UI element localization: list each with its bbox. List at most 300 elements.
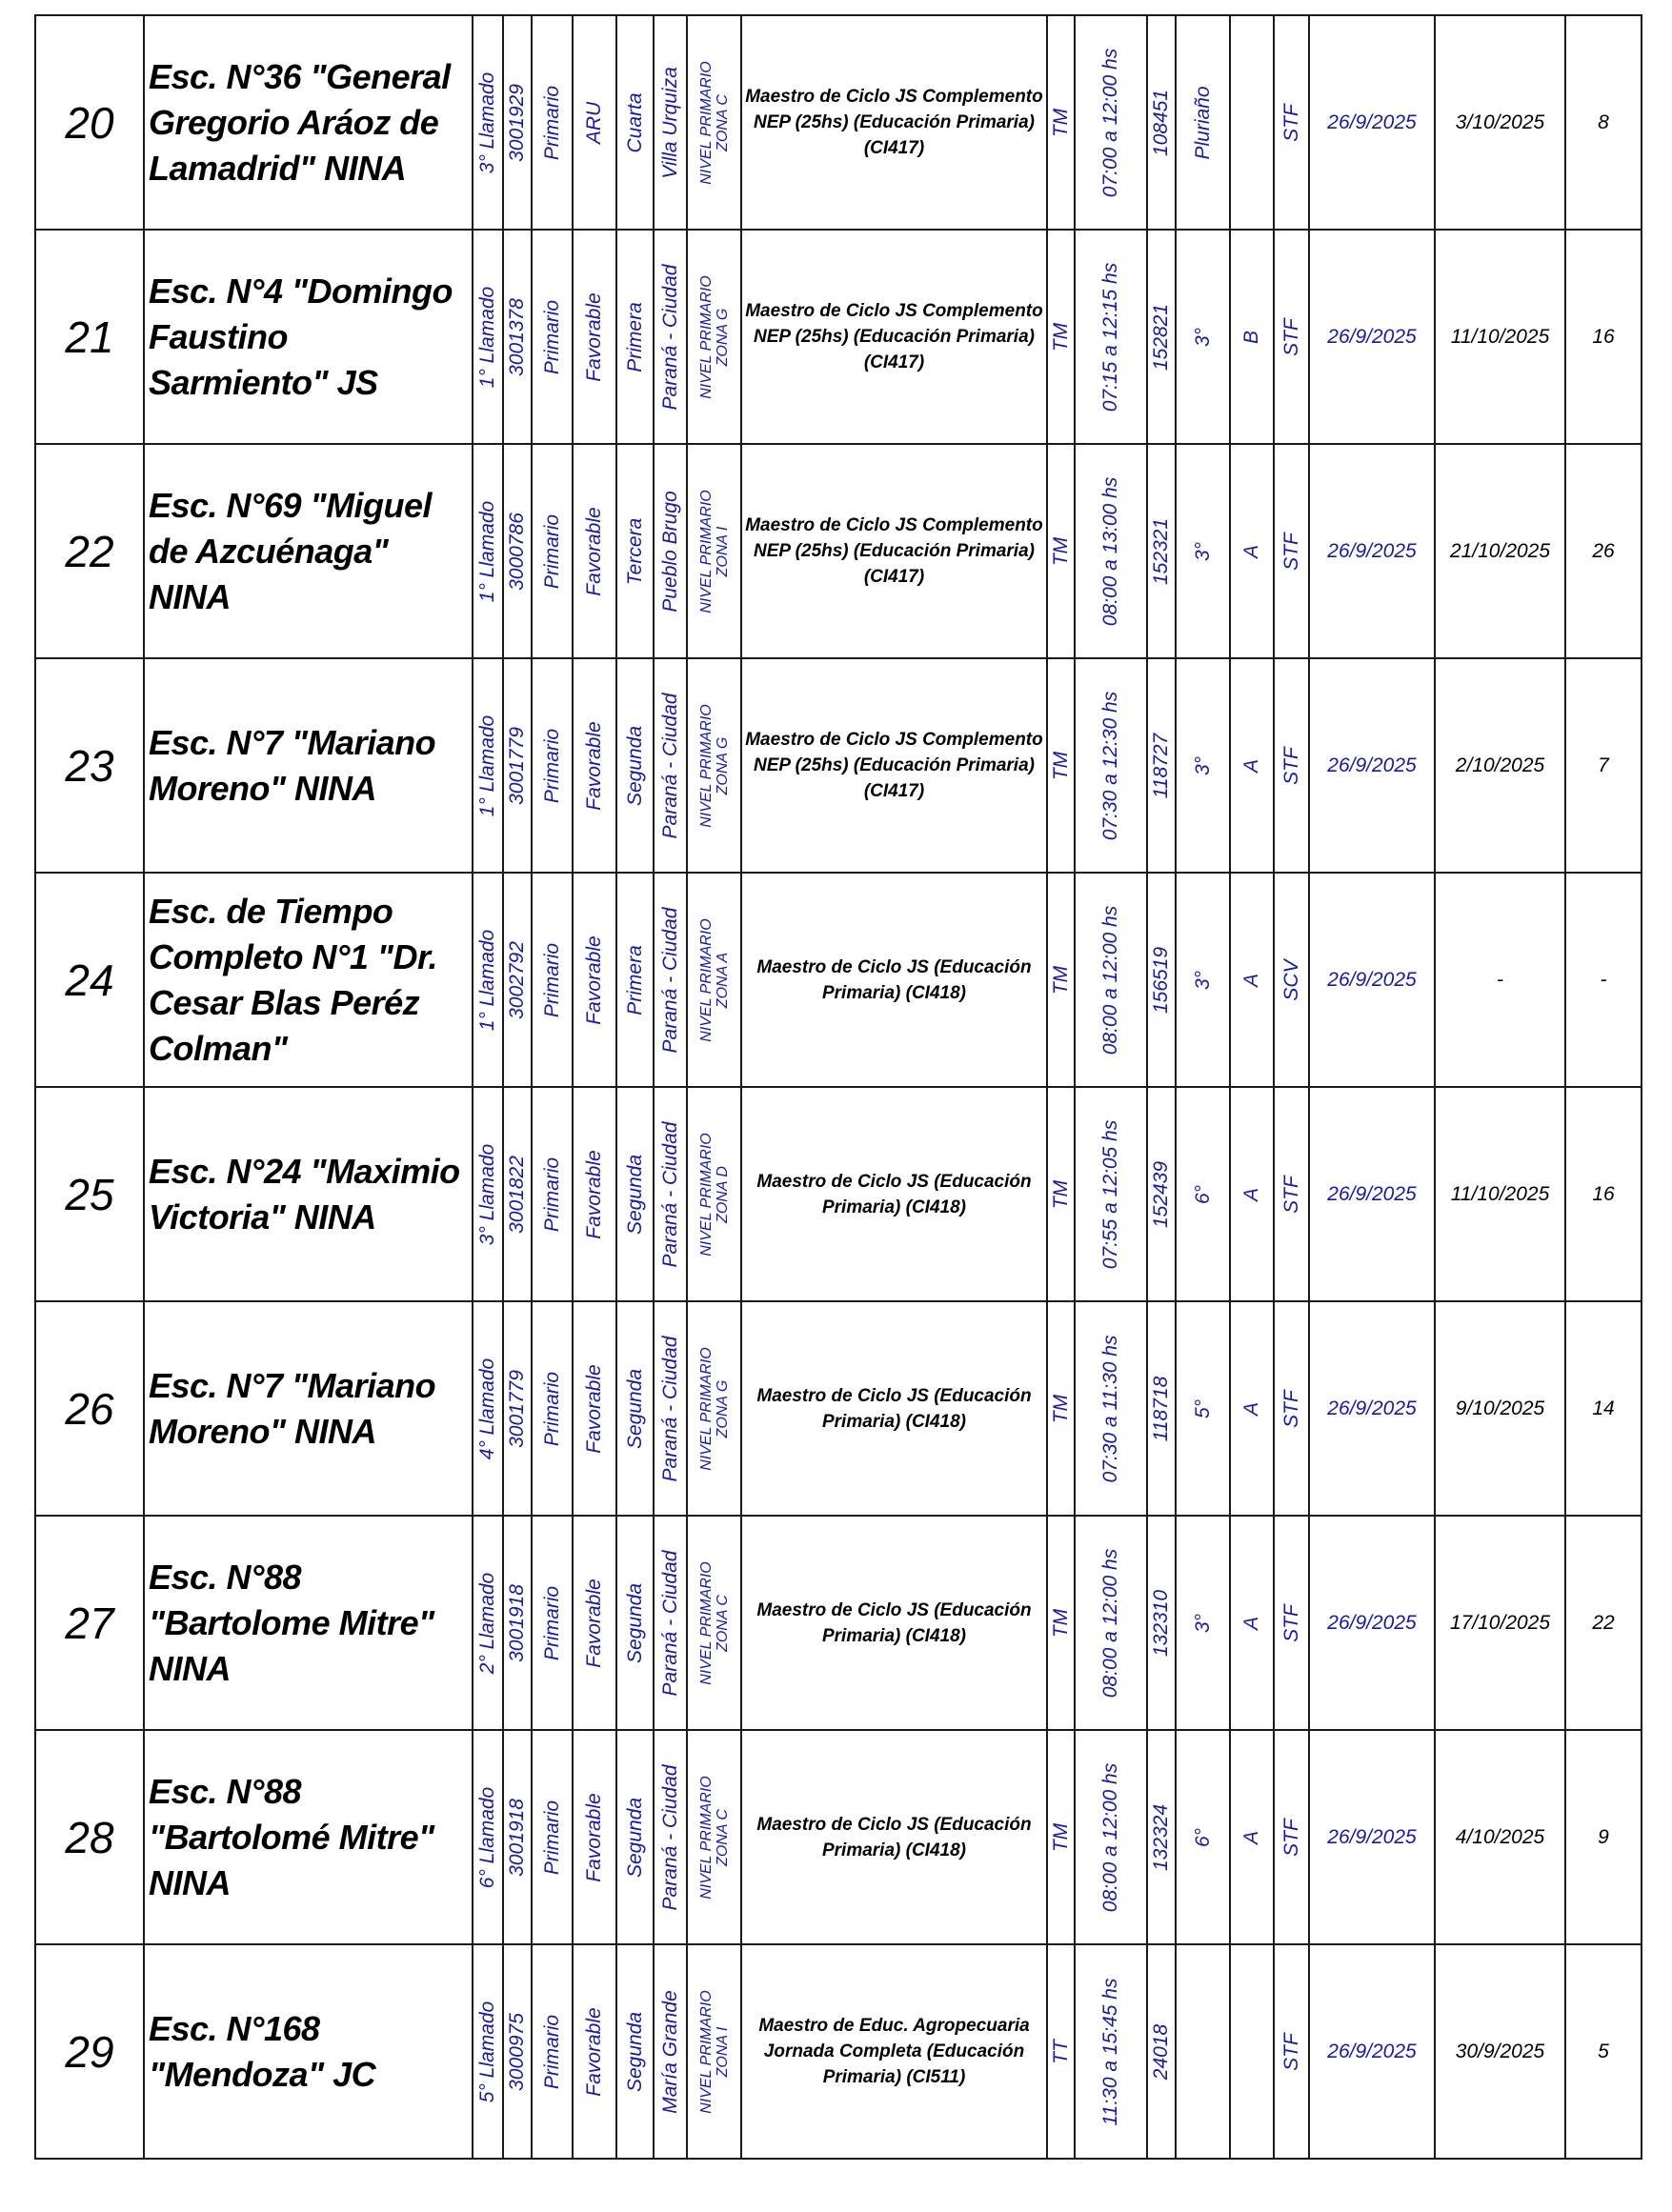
fecha-publicacion-cell: 26/9/2025: [1309, 444, 1435, 658]
llamado-cell: [473, 15, 503, 230]
fecha-hasta-cell: -: [1435, 873, 1565, 1087]
fecha-publicacion-cell: 26/9/2025: [1309, 658, 1435, 873]
zona-text: [698, 1776, 731, 1900]
table-row: [35, 1730, 1642, 1944]
horario-cell: [1075, 1301, 1147, 1516]
cargo-cell: [1147, 1301, 1176, 1516]
localidad-text: Pueblo Brugo: [658, 490, 681, 613]
table-row: [35, 873, 1642, 1087]
grado-cell: [1176, 230, 1230, 444]
zona-cell: [687, 444, 741, 658]
categoria-cell: [616, 1516, 654, 1730]
tipo-cell: [1274, 1944, 1309, 2159]
categoria-text: Segunda: [623, 1582, 646, 1663]
turno-cell: [1047, 1730, 1075, 1944]
zona-cell: [687, 658, 741, 873]
grado-text: 3°: [1191, 970, 1214, 990]
cargo-text: 108451: [1150, 89, 1172, 156]
categoria-cell: [616, 15, 654, 230]
cargo-text: 152321: [1150, 517, 1172, 585]
descripcion-cell: Maestro de Ciclo JS (Educación Primaria) (CI418): [741, 1301, 1047, 1516]
descripcion-cell: Maestro de Ciclo JS (Educación Primaria) (CI418): [741, 1087, 1047, 1301]
categoria-cell: [616, 444, 654, 658]
cue-text: 3001918: [506, 1798, 528, 1877]
localidad-text: María Grande: [658, 1989, 681, 2114]
localidad-cell: [654, 230, 687, 444]
zona-cell: [687, 1301, 741, 1516]
nivel-text: Primario: [540, 2014, 563, 2089]
turno-text: TM: [1049, 322, 1072, 352]
seccion-text: A: [1240, 758, 1262, 773]
categoria-text: Segunda: [623, 2011, 646, 2092]
grado-cell: [1176, 1516, 1230, 1730]
turno-cell: [1047, 1516, 1075, 1730]
nivel-cell: [532, 658, 573, 873]
row-number: 25: [35, 1087, 144, 1301]
llamado-text: 4° Llamado: [476, 1357, 498, 1459]
fecha-publicacion-cell: 26/9/2025: [1309, 1516, 1435, 1730]
localidad-text: Paraná - Ciudad: [658, 1550, 681, 1696]
llamado-cell: [473, 873, 503, 1087]
categoria-text: Segunda: [623, 725, 646, 806]
cue-cell: [503, 658, 532, 873]
dias-cell: 5: [1565, 1944, 1642, 2159]
zona-line: ZONA I: [714, 2026, 731, 2077]
dias-cell: 7: [1565, 658, 1642, 873]
categoria-text: Segunda: [623, 1154, 646, 1235]
cargo-text: 156519: [1150, 946, 1172, 1014]
grado-text: 6°: [1191, 1184, 1214, 1204]
cue-cell: [503, 1301, 532, 1516]
table-row: [35, 230, 1642, 444]
nivel-text: Primario: [540, 1371, 563, 1446]
horario-cell: [1075, 230, 1147, 444]
fecha-hasta-cell: 4/10/2025: [1435, 1730, 1565, 1944]
tipo-cell: [1274, 1301, 1309, 1516]
condicion-text: Favorable: [583, 935, 605, 1025]
condicion-cell: [573, 1730, 616, 1944]
cue-cell: [503, 1944, 532, 2159]
horario-text: 11:30 a 15:45 hs: [1099, 1978, 1121, 2125]
llamado-text: 3° Llamado: [476, 1143, 498, 1245]
school-name: Esc. N°88 "Bartolomé Mitre" NINA: [144, 1730, 473, 1944]
horario-cell: [1075, 1730, 1147, 1944]
grado-cell: [1176, 444, 1230, 658]
nivel-text: Primario: [540, 1156, 563, 1232]
localidad-cell: [654, 1944, 687, 2159]
nivel-text: Primario: [540, 942, 563, 1017]
cue-cell: [503, 444, 532, 658]
grado-cell: [1176, 1730, 1230, 1944]
cargo-cell: [1147, 1516, 1176, 1730]
seccion-cell: [1230, 444, 1274, 658]
zona-text: [698, 1990, 731, 2114]
seccion-cell: [1230, 230, 1274, 444]
tipo-text: STF: [1279, 317, 1302, 356]
localidad-text: Paraná - Ciudad: [658, 1121, 681, 1267]
nivel-text: Primario: [540, 1800, 563, 1875]
dias-cell: 9: [1565, 1730, 1642, 1944]
seccion-cell: [1230, 1087, 1274, 1301]
row-number: 24: [35, 873, 144, 1087]
tipo-cell: [1274, 230, 1309, 444]
cue-cell: [503, 230, 532, 444]
tipo-text: STF: [1279, 1389, 1302, 1428]
condicion-text: Favorable: [583, 720, 605, 811]
grado-text: 5°: [1191, 1398, 1214, 1418]
zona-line: ZONA G: [714, 736, 731, 794]
turno-cell: [1047, 1301, 1075, 1516]
zona-line: ZONA C: [714, 1808, 731, 1866]
zona-line: NIVEL PRIMARIO: [697, 1775, 715, 1900]
condicion-text: Favorable: [583, 292, 605, 382]
table-row: [35, 1301, 1642, 1516]
nivel-cell: [532, 444, 573, 658]
dias-cell: 14: [1565, 1301, 1642, 1516]
seccion-text: A: [1240, 544, 1262, 558]
turno-text: TM: [1049, 1394, 1072, 1423]
llamado-cell: [473, 658, 503, 873]
zona-text: [698, 275, 731, 399]
grado-text: Pluriaño: [1191, 85, 1214, 160]
condicion-cell: [573, 15, 616, 230]
cue-text: 3001822: [506, 1155, 528, 1234]
tipo-cell: [1274, 444, 1309, 658]
seccion-cell: [1230, 15, 1274, 230]
descripcion-cell: Maestro de Ciclo JS Complemento NEP (25hs) (Educación Primaria) (CI417): [741, 658, 1047, 873]
horario-text: 07:00 a 12:00 hs: [1099, 48, 1121, 197]
turno-text: TM: [1049, 751, 1072, 780]
tipo-text: STF: [1279, 2032, 1302, 2071]
condicion-cell: [573, 230, 616, 444]
horario-text: 08:00 a 12:00 hs: [1099, 1548, 1121, 1698]
row-number: 29: [35, 1944, 144, 2159]
tipo-text: STF: [1279, 1818, 1302, 1857]
zona-cell: [687, 15, 741, 230]
nivel-cell: [532, 1516, 573, 1730]
school-name: Esc. N°7 "Mariano Moreno" NINA: [144, 1301, 473, 1516]
fecha-publicacion-cell: 26/9/2025: [1309, 873, 1435, 1087]
cue-cell: [503, 873, 532, 1087]
condicion-cell: [573, 873, 616, 1087]
cue-text: 3000786: [506, 512, 528, 591]
nivel-cell: [532, 1087, 573, 1301]
zona-text: [698, 61, 731, 185]
tipo-cell: [1274, 15, 1309, 230]
cargo-text: 152439: [1150, 1160, 1172, 1228]
zona-line: ZONA D: [714, 1165, 731, 1223]
turno-cell: [1047, 15, 1075, 230]
condicion-cell: [573, 1087, 616, 1301]
table-row: [35, 15, 1642, 230]
zona-cell: [687, 1944, 741, 2159]
turno-cell: [1047, 873, 1075, 1087]
horario-text: 08:00 a 13:00 hs: [1099, 476, 1121, 626]
dias-cell: 26: [1565, 444, 1642, 658]
categoria-cell: [616, 658, 654, 873]
nivel-cell: [532, 1944, 573, 2159]
turno-cell: [1047, 230, 1075, 444]
localidad-cell: [654, 658, 687, 873]
fecha-publicacion-cell: 26/9/2025: [1309, 1087, 1435, 1301]
row-number: 26: [35, 1301, 144, 1516]
fecha-publicacion-cell: 26/9/2025: [1309, 1944, 1435, 2159]
seccion-cell: [1230, 1730, 1274, 1944]
condicion-text: Favorable: [583, 1578, 605, 1668]
localidad-cell: [654, 444, 687, 658]
dias-cell: -: [1565, 873, 1642, 1087]
dias-cell: 16: [1565, 230, 1642, 444]
tipo-cell: [1274, 873, 1309, 1087]
zona-text: [698, 704, 731, 828]
categoria-text: Cuarta: [623, 91, 646, 153]
seccion-text: A: [1240, 1187, 1262, 1201]
descripcion-cell: Maestro de Ciclo JS Complemento NEP (25hs) (Educación Primaria) (CI417): [741, 444, 1047, 658]
cargo-text: 152821: [1150, 303, 1172, 371]
seccion-text: B: [1240, 330, 1262, 344]
nivel-text: Primario: [540, 1585, 563, 1660]
llamado-cell: [473, 1516, 503, 1730]
zona-line: ZONA C: [714, 1594, 731, 1652]
school-name: Esc. N°69 "Miguel de Azcuénaga" NINA: [144, 444, 473, 658]
vacancy-table: [34, 14, 1642, 2160]
fecha-hasta-cell: 17/10/2025: [1435, 1516, 1565, 1730]
grado-cell: [1176, 658, 1230, 873]
nivel-cell: [532, 1730, 573, 1944]
cue-cell: [503, 1730, 532, 1944]
descripcion-cell: Maestro de Ciclo JS (Educación Primaria) (CI418): [741, 873, 1047, 1087]
categoria-text: Tercera: [623, 517, 646, 585]
zona-line: NIVEL PRIMARIO: [697, 274, 715, 399]
seccion-cell: [1230, 658, 1274, 873]
zona-cell: [687, 1730, 741, 1944]
condicion-cell: [573, 444, 616, 658]
nivel-cell: [532, 230, 573, 444]
horario-text: 07:15 a 12:15 hs: [1099, 262, 1121, 412]
tipo-text: STF: [1279, 103, 1302, 142]
cue-text: 3001918: [506, 1583, 528, 1662]
horario-text: 07:30 a 12:30 hs: [1099, 691, 1121, 840]
fecha-publicacion-cell: 26/9/2025: [1309, 230, 1435, 444]
localidad-text: Paraná - Ciudad: [658, 1764, 681, 1910]
turno-text: TM: [1049, 536, 1072, 566]
categoria-cell: [616, 1944, 654, 2159]
turno-text: TM: [1049, 108, 1072, 137]
llamado-text: 2° Llamado: [476, 1572, 498, 1674]
tipo-text: SCV: [1279, 958, 1302, 1001]
zona-line: ZONA C: [714, 93, 731, 151]
cargo-cell: [1147, 1944, 1176, 2159]
row-number: 22: [35, 444, 144, 658]
llamado-cell: [473, 1944, 503, 2159]
cargo-cell: [1147, 230, 1176, 444]
horario-cell: [1075, 1087, 1147, 1301]
row-number: 23: [35, 658, 144, 873]
llamado-cell: [473, 444, 503, 658]
horario-text: 07:30 a 11:30 hs: [1099, 1335, 1121, 1482]
horario-text: 08:00 a 12:00 hs: [1099, 905, 1121, 1055]
nivel-cell: [532, 15, 573, 230]
cargo-cell: [1147, 1730, 1176, 1944]
localidad-cell: [654, 1301, 687, 1516]
grado-cell: [1176, 1087, 1230, 1301]
turno-cell: [1047, 444, 1075, 658]
llamado-text: 1° Llamado: [476, 500, 498, 602]
grado-cell: [1176, 873, 1230, 1087]
turno-text: TM: [1049, 965, 1072, 995]
horario-text: 08:00 a 12:00 hs: [1099, 1762, 1121, 1912]
dias-cell: 22: [1565, 1516, 1642, 1730]
tipo-text: STF: [1279, 746, 1302, 785]
nivel-text: Primario: [540, 513, 563, 589]
seccion-text: A: [1240, 1616, 1262, 1630]
zona-text: [698, 1133, 731, 1257]
fecha-hasta-cell: 9/10/2025: [1435, 1301, 1565, 1516]
horario-cell: [1075, 15, 1147, 230]
zona-line: ZONA G: [714, 1379, 731, 1438]
descripcion-cell: Maestro de Ciclo JS (Educación Primaria) (CI418): [741, 1730, 1047, 1944]
zona-line: NIVEL PRIMARIO: [697, 489, 715, 613]
table-row: [35, 658, 1642, 873]
school-name: Esc. N°4 "Domingo Faustino Sarmiento" JS: [144, 230, 473, 444]
grado-text: 3°: [1191, 1613, 1214, 1633]
cue-text: 3000975: [506, 2012, 528, 2091]
categoria-cell: [616, 1087, 654, 1301]
seccion-text: A: [1240, 973, 1262, 987]
localidad-text: Paraná - Ciudad: [658, 1336, 681, 1481]
nivel-cell: [532, 1301, 573, 1516]
llamado-cell: [473, 1087, 503, 1301]
row-number: 20: [35, 15, 144, 230]
condicion-text: Favorable: [583, 1363, 605, 1454]
cargo-cell: [1147, 15, 1176, 230]
dias-cell: 16: [1565, 1087, 1642, 1301]
condicion-text: Favorable: [583, 506, 605, 596]
localidad-cell: [654, 1516, 687, 1730]
dias-cell: 8: [1565, 15, 1642, 230]
cargo-cell: [1147, 873, 1176, 1087]
zona-text: [698, 1561, 731, 1685]
grado-text: 3°: [1191, 327, 1214, 347]
seccion-cell: [1230, 1944, 1274, 2159]
localidad-cell: [654, 1730, 687, 1944]
grado-cell: [1176, 15, 1230, 230]
cue-text: 3001378: [506, 297, 528, 376]
descripcion-cell: Maestro de Ciclo JS Complemento NEP (25hs) (Educación Primaria) (CI417): [741, 230, 1047, 444]
tipo-cell: [1274, 1730, 1309, 1944]
zona-line: NIVEL PRIMARIO: [697, 60, 715, 185]
nivel-cell: [532, 873, 573, 1087]
categoria-text: Segunda: [623, 1368, 646, 1449]
vacancy-table-body: [35, 15, 1642, 2159]
descripcion-cell: Maestro de Ciclo JS Complemento NEP (25hs) (Educación Primaria) (CI417): [741, 15, 1047, 230]
tipo-text: STF: [1279, 1175, 1302, 1214]
llamado-cell: [473, 1301, 503, 1516]
localidad-cell: [654, 873, 687, 1087]
cargo-text: 118727: [1150, 733, 1172, 798]
condicion-text: Favorable: [583, 1792, 605, 1882]
localidad-text: Paraná - Ciudad: [658, 264, 681, 410]
cargo-text: 132310: [1150, 1589, 1172, 1657]
descripcion-cell: Maestro de Educ. Agropecuaria Jornada Completa (Educación Primaria) (CI511): [741, 1944, 1047, 2159]
llamado-text: 1° Llamado: [476, 286, 498, 388]
grado-text: 3°: [1191, 755, 1214, 775]
zona-line: NIVEL PRIMARIO: [697, 1132, 715, 1257]
llamado-text: 6° Llamado: [476, 1786, 498, 1888]
cargo-text: 118718: [1150, 1376, 1172, 1441]
nivel-text: Primario: [540, 728, 563, 803]
school-name: Esc. N°36 "General Gregorio Aráoz de Lamadrid" NINA: [144, 15, 473, 230]
localidad-text: Paraná - Ciudad: [658, 693, 681, 838]
zona-line: NIVEL PRIMARIO: [697, 1346, 715, 1471]
row-number: 21: [35, 230, 144, 444]
zona-text: [698, 918, 731, 1042]
localidad-cell: [654, 15, 687, 230]
horario-text: 07:55 a 12:05 hs: [1099, 1119, 1121, 1269]
condicion-cell: [573, 1516, 616, 1730]
llamado-text: 1° Llamado: [476, 714, 498, 816]
cargo-text: 24018: [1150, 2023, 1172, 2080]
zona-line: NIVEL PRIMARIO: [697, 703, 715, 828]
cue-text: 3002792: [506, 940, 528, 1019]
grado-cell: [1176, 1944, 1230, 2159]
seccion-cell: [1230, 1301, 1274, 1516]
seccion-text: A: [1240, 1830, 1262, 1844]
categoria-cell: [616, 1301, 654, 1516]
school-name: Esc. N°168 "Mendoza" JC: [144, 1944, 473, 2159]
cue-cell: [503, 15, 532, 230]
condicion-cell: [573, 1301, 616, 1516]
localidad-text: Villa Urquiza: [658, 66, 681, 179]
school-name: Esc. N°24 "Maximio Victoria" NINA: [144, 1087, 473, 1301]
cue-text: 3001779: [506, 726, 528, 805]
tipo-cell: [1274, 1516, 1309, 1730]
zona-cell: [687, 873, 741, 1087]
nivel-text: Primario: [540, 299, 563, 374]
table-row: [35, 1944, 1642, 2159]
turno-cell: [1047, 658, 1075, 873]
school-name: Esc. de Tiempo Completo N°1 "Dr. Cesar Blas Peréz Colman": [144, 873, 473, 1087]
fecha-hasta-cell: 21/10/2025: [1435, 444, 1565, 658]
seccion-cell: [1230, 1516, 1274, 1730]
cue-cell: [503, 1516, 532, 1730]
zona-line: NIVEL PRIMARIO: [697, 917, 715, 1042]
zona-line: ZONA A: [714, 952, 731, 1008]
cue-text: 3001929: [506, 83, 528, 162]
horario-cell: [1075, 1516, 1147, 1730]
condicion-text: Favorable: [583, 2006, 605, 2097]
fecha-hasta-cell: 11/10/2025: [1435, 230, 1565, 444]
fecha-publicacion-cell: 26/9/2025: [1309, 15, 1435, 230]
condicion-cell: [573, 658, 616, 873]
turno-cell: [1047, 1087, 1075, 1301]
fecha-hasta-cell: 30/9/2025: [1435, 1944, 1565, 2159]
horario-cell: [1075, 873, 1147, 1087]
seccion-text: A: [1240, 1401, 1262, 1416]
row-number: 27: [35, 1516, 144, 1730]
fecha-hasta-cell: 11/10/2025: [1435, 1087, 1565, 1301]
grado-cell: [1176, 1301, 1230, 1516]
zona-cell: [687, 1516, 741, 1730]
categoria-cell: [616, 1730, 654, 1944]
llamado-cell: [473, 230, 503, 444]
zona-cell: [687, 230, 741, 444]
tipo-cell: [1274, 1087, 1309, 1301]
zona-text: [698, 1347, 731, 1471]
fecha-publicacion-cell: 26/9/2025: [1309, 1730, 1435, 1944]
turno-text: TM: [1049, 1179, 1072, 1209]
zona-cell: [687, 1087, 741, 1301]
